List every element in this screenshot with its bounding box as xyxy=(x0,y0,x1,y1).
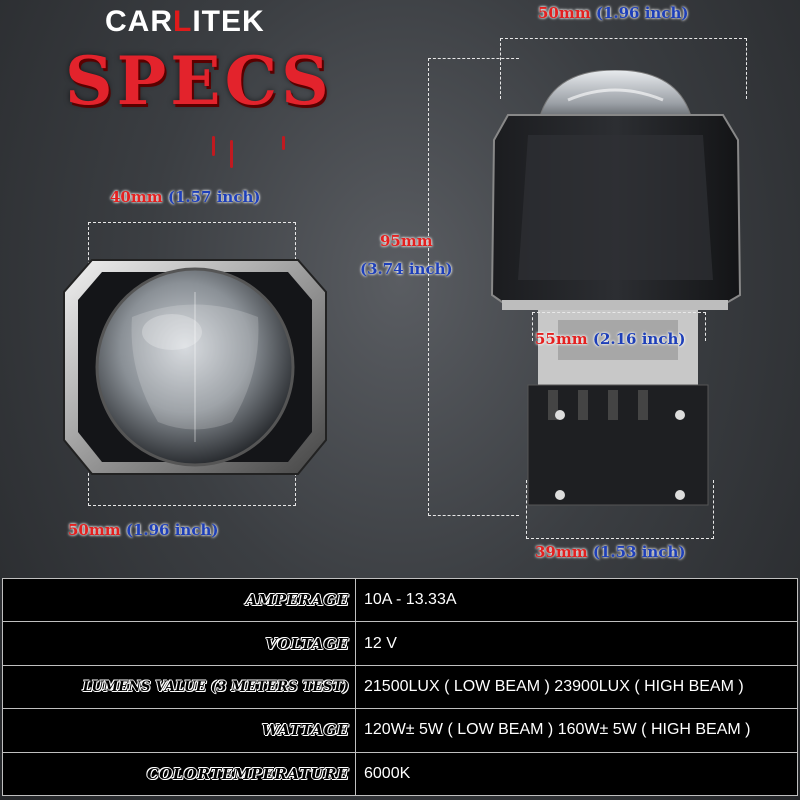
side-height-mm-label xyxy=(380,232,433,250)
spec-value: 12 V xyxy=(356,622,798,665)
spec-label: VOLTAGE xyxy=(3,622,356,665)
dim-inch: (1.96 inch) xyxy=(595,4,689,22)
spec-value: 6000K xyxy=(356,752,798,795)
side-width-bottom-label xyxy=(535,543,685,561)
brand-part-1: CAR xyxy=(105,5,173,38)
lens-front-image xyxy=(62,252,328,480)
table-row xyxy=(3,665,798,708)
title-drip-1 xyxy=(212,136,215,156)
front-width-top-label xyxy=(110,188,260,206)
dim-inch: (1.53 inch) xyxy=(592,543,686,561)
spec-value: 120W± 5W ( LOW BEAM ) 160W± 5W ( HIGH BEAM ) xyxy=(356,709,798,752)
title-drip-2 xyxy=(230,140,233,168)
table-row xyxy=(3,709,798,752)
table-row xyxy=(3,622,798,665)
lens-side-image xyxy=(488,70,743,510)
side-width-top-label xyxy=(538,4,688,22)
dim-inch: (1.57 inch) xyxy=(167,188,261,206)
dim-mm: 50mm xyxy=(538,4,591,22)
dim-inch: (1.96 inch) xyxy=(125,521,219,539)
dim-mm: 40mm xyxy=(110,188,163,206)
table-row xyxy=(3,752,798,795)
brand-part-2: L xyxy=(173,5,193,38)
side-middle-width-label xyxy=(535,330,685,348)
title-drip-3 xyxy=(282,136,285,150)
spec-table xyxy=(2,578,798,796)
side-bottom-dimension-box xyxy=(526,480,714,539)
dim-mm: 39mm xyxy=(535,543,588,561)
table-row xyxy=(3,579,798,622)
spec-value: 10A - 13.33A xyxy=(356,579,798,622)
dim-mm: 50mm xyxy=(68,521,121,539)
dim-inch: (3.74 inch) xyxy=(360,260,453,278)
dim-mm: 55mm xyxy=(535,330,588,348)
brand-logo xyxy=(105,5,265,39)
spec-value: 21500LUX ( LOW BEAM ) 23900LUX ( HIGH BEAM ) xyxy=(356,665,798,708)
dim-inch: (2.16 inch) xyxy=(592,330,686,348)
side-height-inch-label xyxy=(360,260,453,278)
spec-label: WATTAGE xyxy=(3,709,356,752)
dim-mm: 95mm xyxy=(380,232,433,250)
spec-label: COLORTEMPERATURE xyxy=(3,752,356,795)
spec-label: AMPERAGE xyxy=(3,579,356,622)
spec-label: LUMENS VALUE (3 METERS TEST) xyxy=(3,665,356,708)
brand-part-3: ITEK xyxy=(192,5,265,38)
page-title: SPECS xyxy=(65,42,333,120)
front-width-bottom-label xyxy=(68,521,218,539)
